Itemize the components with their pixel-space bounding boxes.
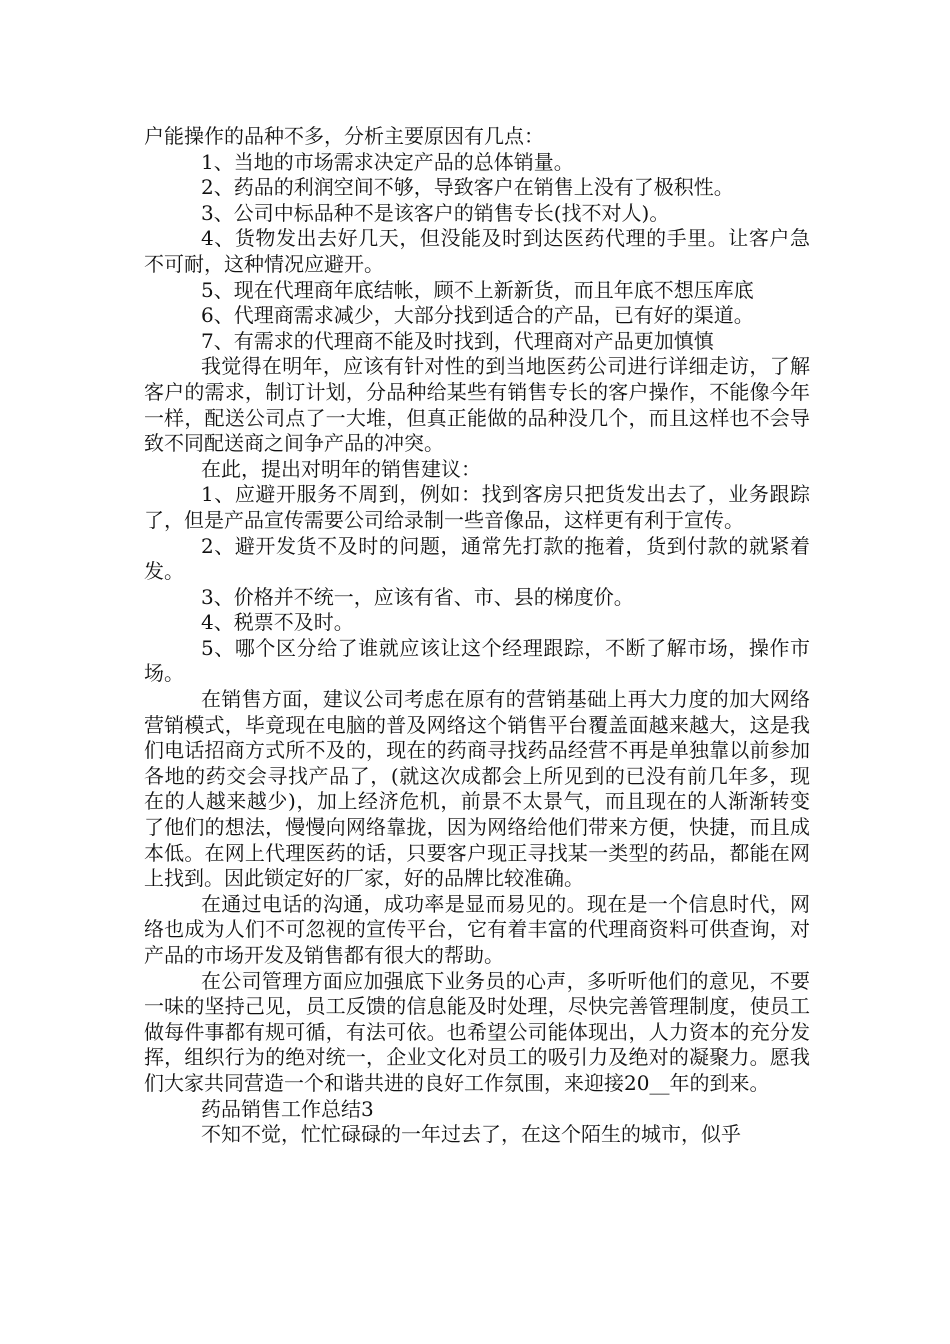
list-item: 3、公司中标品种不是该客户的销售专长(找不对人)。 <box>201 200 670 225</box>
list-item: 4、税票不及时。 <box>201 610 354 635</box>
list-item: 4、货物发出去好几天，但没能及时到达医药代理的手里。让客户急不可耐，这种情况应避开。 <box>144 226 810 276</box>
list-item: 1、当地的市场需求决定产品的总体销量。 <box>201 149 574 174</box>
list-item: 3、价格并不统一，应该有省、市、县的梯度价。 <box>201 584 634 609</box>
document-body <box>144 124 810 1148</box>
paragraph: 在通过电话的沟通，成功率是显而易见的。现在是一个信息时代，网络也成为人们不可忽视的宣传平台，它有着丰富的代理商资料可供查询，对产品的市场开发及销售都有很大的帮助。 <box>144 891 810 967</box>
list-item: 5、现在代理商年底结帐，顾不上新新货，而且年底不想压库底 <box>201 277 754 302</box>
paragraph: 不知不觉，忙忙碌碌的一年过去了，在这个陌生的城市，似乎 <box>201 1122 741 1147</box>
list-item: 2、避开发货不及时的问题，通常先打款的拖着，货到付款的就紧着发。 <box>144 533 810 584</box>
paragraph: 在此，提出对明年的销售建议： <box>201 456 481 481</box>
list-item: 2、药品的利润空间不够，导致客户在销售上没有了极积性。 <box>201 175 734 200</box>
paragraph: 我觉得在明年，应该有针对性的到当地医药公司进行详细走访，了解客户的需求，制订计划，分品种给某些有销售专长的客户操作，不能像今年一样，配送公司点了一大堆，但真正能做的品种没几个，而且这样也不会导致不同配送商之间争产品的冲突。 <box>144 354 810 456</box>
paragraph: 户能操作的品种不多，分析主要原因有几点： <box>144 124 544 148</box>
paragraph: 在公司管理方面应加强底下业务员的心声，多听听他们的意见，不要一味的坚持己见，员工反馈的信息能及时处理，尽快完善管理制度，使员工做每件事都有规可循，有法可依。也希望公司能体现出，人力资本的充分发挥，组织行为的绝对统一，企业文化对员工的吸引力及绝对的凝聚力。愿我们大家共同营造一个和谐共进的良好工作氛围，来迎接20__年的到来。 <box>144 968 810 1095</box>
list-item: 1、应避开服务不周到，例如：找到客房只把货发出去了，业务跟踪了，但是产品宣传需要公司给录制一些音像品，这样更有利于宣传。 <box>144 482 810 532</box>
section-heading: 药品销售工作总结3 <box>201 1096 374 1121</box>
list-item: 7、有需求的代理商不能及时找到，代理商对产品更加慎慎 <box>201 328 714 353</box>
paragraph: 在销售方面，建议公司考虑在原有的营销基础上再大力度的加大网络营销模式，毕竟现在电脑的普及网络这个销售平台覆盖面越来越大，这是我们电话招商方式所不及的，现在的药商寻找药品经营不再是单独靠以前参加各地的药交会寻找产品了，(就这次成都会上所见到的已没有前几年多，现在的人越来越少)，加上经济危机，前景不太景气，而且现在的人渐渐转变了他们的想法，慢慢向网络靠拢，因为网络给他们带来方便，快捷，而且成本低。在网上代理医药的话，只要客户现正寻找某一类型的药品，都能在网上找到。因此锁定好的厂家，好的品牌比较准确。 <box>144 687 810 891</box>
list-item: 5、哪个区分给了谁就应该让这个经理跟踪，不断了解市场，操作市场。 <box>144 635 810 686</box>
list-item: 6、代理商需求减少，大部分找到适合的产品，已有好的渠道。 <box>201 303 754 328</box>
